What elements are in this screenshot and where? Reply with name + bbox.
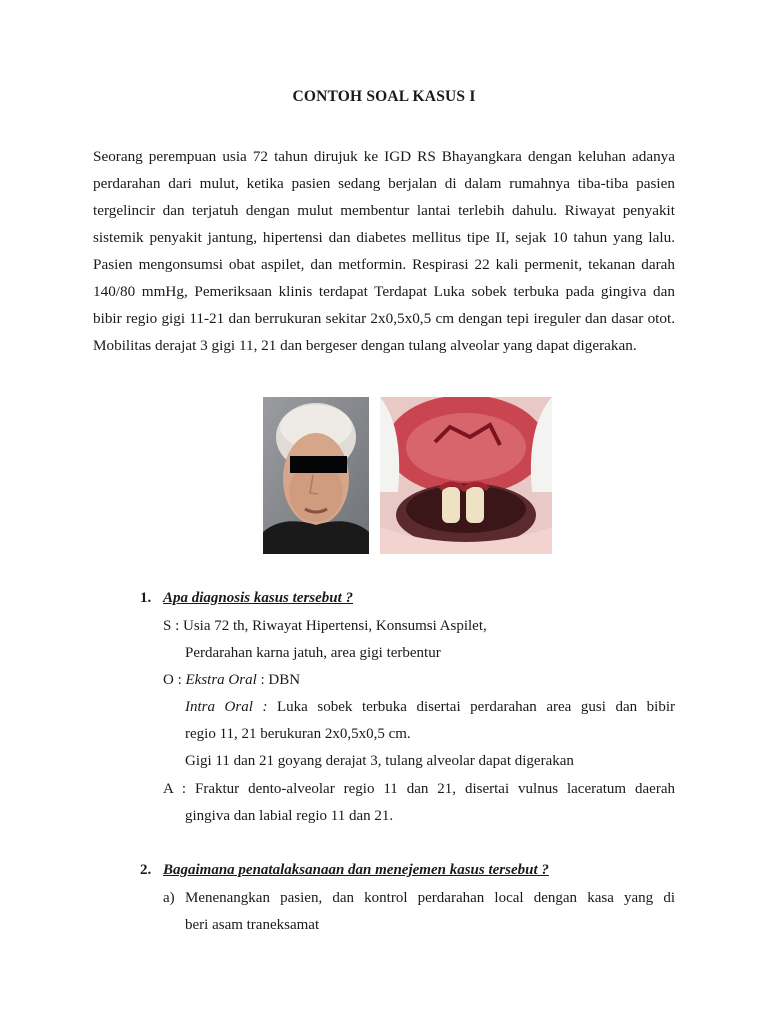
subjective-line-1: S : Usia 72 th, Riwayat Hipertensi, Konsumsi Aspilet,	[163, 618, 487, 634]
teeth-mobility-line: Gigi 11 dan 21 goyang derajat 3, tulang alveolar dapat digerakan	[185, 753, 574, 769]
assessment-line-2: gingiva dan labial regio 11 dan 21.	[185, 808, 394, 824]
item-a-line-2: beri asam traneksamat	[185, 917, 320, 933]
item-a-marker: a)	[163, 890, 175, 906]
subjective-line-2: Perdarahan karna jatuh, area gigi terbentur	[185, 645, 441, 661]
question-2-text: Bagaimana penatalaksanaan dan menejemen kasus tersebut ?	[163, 862, 549, 878]
intraoral-photo	[380, 397, 552, 554]
question-1-text: Apa diagnosis kasus tersebut ?	[163, 590, 354, 606]
objective-line	[163, 672, 300, 689]
intra-oral-text-1: Luka sobek terbuka disertai perdarahan area gusi dan bibir	[267, 699, 675, 715]
patient-face-illustration	[263, 397, 369, 554]
question-1-number: 1.	[140, 590, 152, 606]
intraoral-illustration	[380, 397, 552, 554]
question-2-number: 2.	[140, 862, 152, 878]
extra-oral-value: : DBN	[256, 672, 301, 688]
objective-prefix: O :	[163, 672, 186, 688]
document-title: CONTOH SOAL KASUS I	[292, 88, 476, 105]
intra-oral-label: Intra Oral :	[185, 699, 268, 715]
extra-oral-label: Ekstra Oral	[185, 672, 257, 688]
item-a-line-1: Menenangkan pasien, dan kontrol perdarahan local dengan kasa yang di	[185, 890, 675, 906]
assessment-line-1: A : Fraktur dento-alveolar regio 11 dan 21, disertai vulnus laceratum daerah	[163, 781, 675, 797]
intra-oral-line-1	[185, 699, 675, 716]
patient-face-photo	[263, 397, 369, 554]
intra-oral-line-2: regio 11, 21 berukuran 2x0,5x0,5 cm.	[185, 726, 411, 742]
case-paragraph: Seorang perempuan usia 72 tahun dirujuk ke IGD RS Bhayangkara dengan keluhan adanya perdarahan dari mulut, ketika pasien sedang berjalan di dalam rumahnya tiba-tiba pasien tergelincir dan terjatuh dengan mulut membentur lantai terlebih dahulu. Riwayat penyakit sistemik penyakit jantung, hipertensi dan diabetes mellitus tipe II, sejak 10 tahun yang lalu. Pasien mengonsumsi obat aspilet, dan metformin. Respirasi 22 kali permenit, tekanan darah 140/80 mmHg, Pemeriksaan klinis terdapat Terdapat Luka sobek terbuka pada gingiva dan bibir regio gigi 11-21 dan berrukuran sekitar 2x0,5x0,5 cm dengan tepi ireguler dan dasar otot. Mobilitas derajat 3 gigi 11, 21 dan bergeser dengan tulang alveolar yang dapat digerakan.	[93, 148, 675, 354]
